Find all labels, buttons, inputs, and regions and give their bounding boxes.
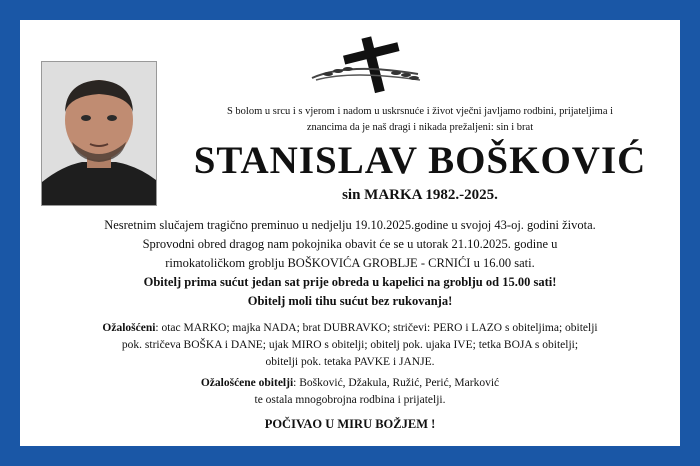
condolence-note: Obitelj prima sućut jedan sat prije obreda u kapelici na groblju od 15.00 sati! <box>143 275 557 289</box>
portrait-photo <box>41 61 157 206</box>
families-text-1: : Bošković, Džakula, Ružić, Perić, Marković <box>293 377 500 389</box>
mourners-line-1 <box>40 320 660 337</box>
silent-condolence-note: Obitelj moli tihu sućut bez rukovanja! <box>247 294 453 308</box>
families-list <box>40 375 660 409</box>
intro-line-2: znancima da je naš dragi i nikada prežaljeni: sin i brat <box>306 122 534 133</box>
mourners-text-1: : otac MARKO; majka NADA; brat DUBRAVKO; stričevi: PERO i LAZO s obiteljima; obitelji <box>155 322 598 334</box>
mourners-line-2: pok. stričeva BOŠKA i DANE; ujak MIRO s obitelji; obitelj pok. ujaka IVE; tetka BOJA s obitelji; <box>121 339 579 351</box>
funeral-details <box>40 216 660 311</box>
mourners-label: Ožalošćeni <box>102 322 156 334</box>
intro-text <box>170 104 670 136</box>
obituary-card <box>20 20 680 446</box>
mourners-list <box>40 320 660 371</box>
deceased-subtitle: sin MARKA 1982.-2025. <box>342 187 498 203</box>
details-line-2: Sprovodni obred dragog nam pokojnika obavit će se u utorak 21.10.2025. godine u <box>142 237 558 251</box>
deceased-name: STANISLAV BOŠKOVIĆ <box>193 139 647 182</box>
details-line-3: rimokatoličkom groblju BOŠKOVIĆA GROBLJE - CRNIĆI u 16.00 sati. <box>165 256 535 270</box>
families-label: Ožalošćene obitelji <box>200 377 294 389</box>
details-line-1: Nesretnim slučajem tragično preminuo u nedjelju 19.10.2025.godine u svojoj 43-oj. godini života. <box>104 218 596 232</box>
families-line-1 <box>40 375 660 392</box>
families-line-2: te ostala mnogobrojna rodbina i prijatelji. <box>254 394 446 406</box>
intro-line-1: S bolom u srcu i s vjerom i nadom u uskrsnuće i život vječni javljamo rodbini, prijateljima i <box>226 106 614 117</box>
closing-phrase: POČIVAO U MIRU BOŽJEM ! <box>264 417 436 431</box>
mourners-line-3: obitelji pok. tetaka PAVKE i JANJE. <box>265 356 435 368</box>
cross-with-wheat-icon <box>308 34 428 96</box>
portrait-illustration <box>42 62 156 205</box>
